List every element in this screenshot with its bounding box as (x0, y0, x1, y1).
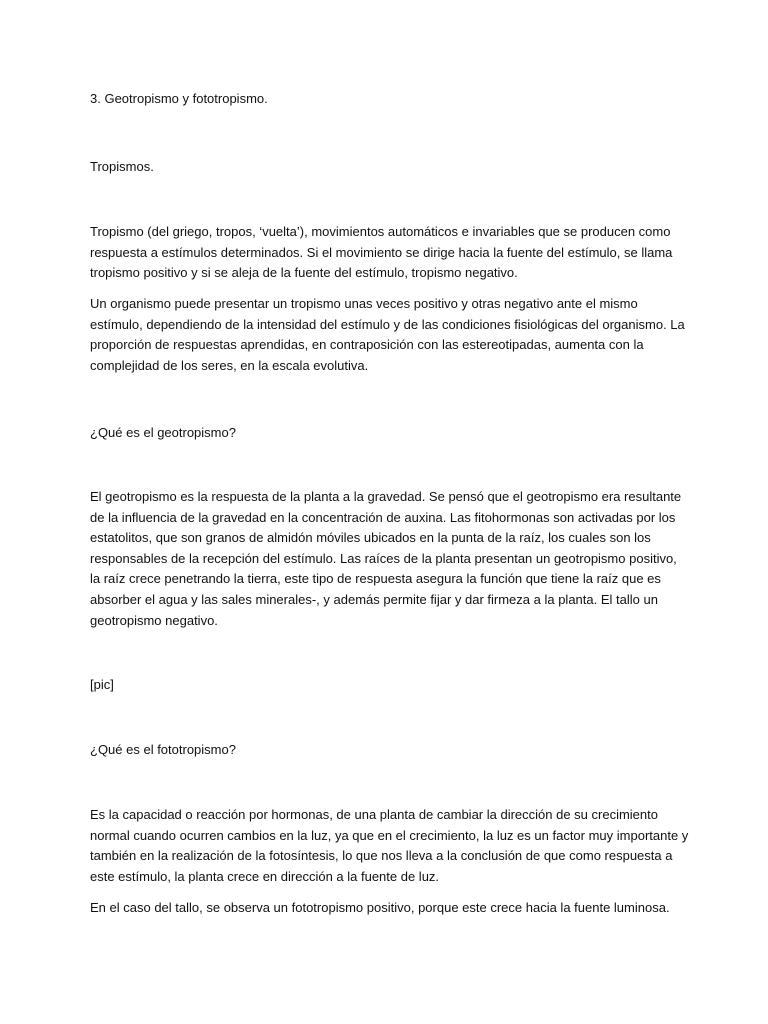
question-fototropismo: ¿Qué es el fototropismo? (90, 742, 236, 757)
paragraph-geotropismo: El geotropismo es la respuesta de la planta a la gravedad. Se pensó que el geotropismo era resultante de la influencia de la gravedad en la concentración de auxina. Las fitohormonas son activadas por los estatolitos, que son granos de almidón móviles ubicados en la punta de la raíz, los cuales son los responsables de la recepción del estímulo. Las raíces de la planta presentan un geotropismo positivo, la raíz crece penetrando la tierra, este tipo de respuesta asegura la función que tiene la raíz que es absorber el agua y las sales minerales-, y además permite fijar y dar firmeza a la planta. El tallo un geotropismo negativo. (90, 489, 682, 628)
document-page (90, 0, 690, 1024)
section-heading: 3. Geotropismo y fototropismo. (90, 91, 268, 106)
paragraph-tropismo-organismo: Un organismo puede presentar un tropismo unas veces positivo y otras negativo ante el mismo estímulo, dependiendo de la intensidad del estímulo y de las condiciones fisiológicas del organismo. La proporción de respuestas aprendidas, en contraposición con las estereotipadas, aumenta con la complejidad de los seres, en la escala evolutiva. (90, 296, 685, 373)
pic-placeholder: [pic] (90, 677, 114, 692)
paragraph-tropismo-definition: Tropismo (del griego, tropos, ‘vuelta’), movimientos automáticos e invariables que se producen como respuesta a estímulos determinados. Si el movimiento se dirige hacia la fuente del estímulo, se llama tropismo positivo y si se aleja de la fuente del estímulo, tropismo negativo. (90, 224, 673, 281)
subheading-tropismos: Tropismos. (90, 159, 154, 174)
paragraph-tallo: En el caso del tallo, se observa un fototropismo positivo, porque este crece hacia la fuente luminosa. (90, 900, 670, 915)
paragraph-fototropismo: Es la capacidad o reacción por hormonas, de una planta de cambiar la dirección de su crecimiento normal cuando ocurren cambios en la luz, ya que en el crecimiento, la luz es un factor muy importante y también en la realización de la fotosíntesis, lo que nos lleva a la conclusión de que como respuesta a este estímulo, la planta crece en dirección a la fuente de luz. (90, 807, 689, 884)
question-geotropismo: ¿Qué es el geotropismo? (90, 425, 236, 440)
